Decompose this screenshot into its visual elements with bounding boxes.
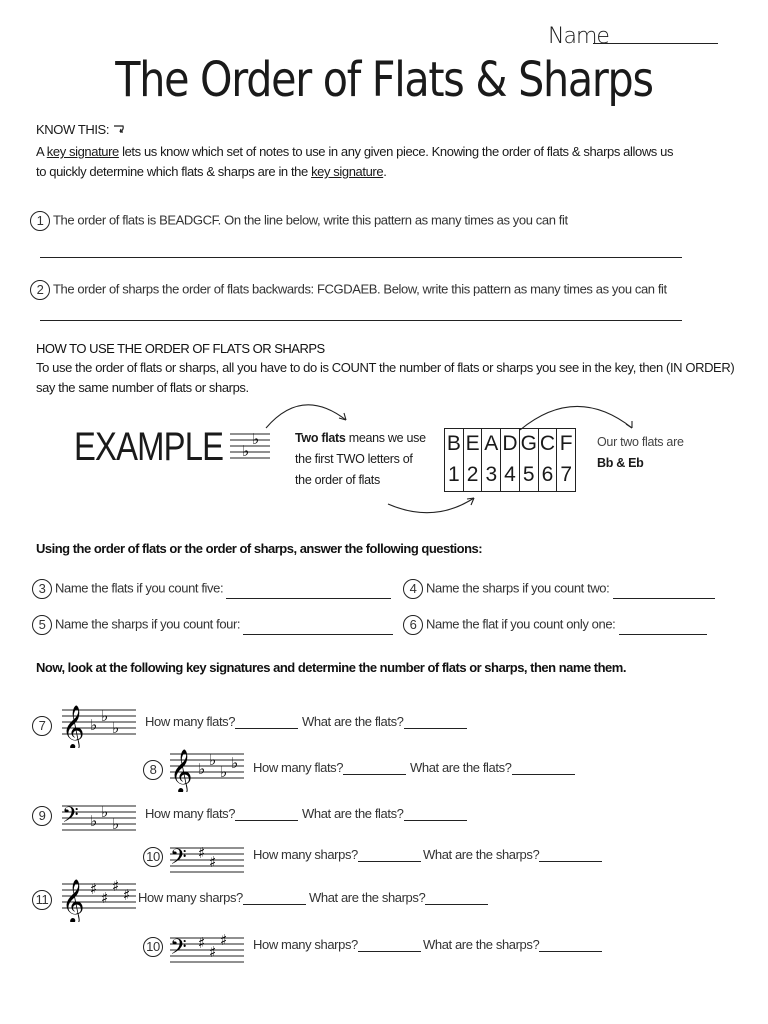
key-signature-staff: [168, 838, 246, 886]
order-of-flats-grid: [444, 428, 576, 492]
sharp-icon: ♯: [123, 886, 131, 904]
sharp-icon: ♯: [90, 880, 98, 898]
page-title: The Order of Flats & Sharps: [115, 52, 653, 108]
keysig-number: [32, 716, 55, 736]
two-flats-explanation: Two flats means we use the first TWO letters of the order of flats: [295, 431, 426, 487]
grid-number-cell: 3: [482, 460, 501, 491]
curved-arrow-icon: [112, 124, 126, 134]
keysig-number: [143, 937, 166, 957]
questions-heading: Using the order of flats or the order of sharps, answer the following questions:: [36, 541, 483, 556]
arrow-icon: [262, 396, 354, 432]
flat-icon: ♭: [90, 812, 98, 830]
bass-clef-icon: 𝄢: [62, 803, 79, 833]
keysigs-heading: Now, look at the following key signatures and determine the number of flats or sharps, then name them.: [36, 660, 626, 675]
answer-blank[interactable]: [226, 597, 391, 599]
key-signature-staff: [60, 874, 138, 922]
answer-blank[interactable]: [539, 950, 602, 952]
flat-icon: ♭: [231, 754, 239, 772]
key-signature-staff: [60, 700, 138, 748]
treble-clef-icon: 𝄞: [62, 705, 85, 748]
grid-letter-cell: C: [539, 429, 558, 460]
keysig-number: [143, 760, 166, 780]
key-signature-staff: [60, 796, 138, 844]
question-6: 6 Name the flat if you count only one:: [403, 615, 707, 635]
flat-icon: ♭: [112, 719, 120, 737]
grid-number-cell: 2: [464, 460, 483, 491]
svg-text:♭: ♭: [242, 442, 250, 460]
answer-blank[interactable]: [235, 819, 298, 821]
answer-blank[interactable]: [358, 860, 421, 862]
treble-clef-icon: 𝄞: [170, 749, 193, 792]
sharp-icon: ♯: [112, 877, 120, 895]
flat-icon: ♭: [209, 751, 217, 769]
answer-blank[interactable]: [539, 860, 602, 862]
keysig-number: [32, 890, 55, 910]
intro-text: A key signature lets us know which set of notes to use in any given piece. Knowing the order of flats & sharps allows us to quickly determine which flats & sharps are in the key signature.: [36, 144, 674, 179]
keysig-name-question: What are the sharps?: [309, 890, 488, 905]
example-answer: Our two flats are Bb & Eb: [597, 432, 684, 474]
howto-text: To use the order of flats or sharps, all you have to do is COUNT the number of flats or sharps you see in the key, then (IN ORDER) say the same number of flats or sharps.: [36, 360, 735, 395]
name-field[interactable]: [593, 43, 718, 44]
grid-letter-cell: A: [482, 429, 501, 460]
task-1-answer-line[interactable]: [40, 257, 682, 258]
key-signature-staff: [168, 744, 246, 792]
sharp-icon: ♯: [220, 931, 228, 949]
number-badge: 10: [143, 937, 163, 957]
flat-icon: ♭: [101, 707, 109, 725]
question-4: 4 Name the sharps if you count two:: [403, 579, 715, 599]
sharp-icon: ♯: [198, 934, 206, 952]
grid-letter-cell: E: [464, 429, 483, 460]
number-badge: 9: [32, 806, 52, 826]
grid-number-cell: 4: [501, 460, 520, 491]
answer-blank[interactable]: [613, 597, 715, 599]
bass-clef-icon: 𝄢: [170, 845, 187, 875]
key-signature-staff: [168, 928, 246, 976]
answer-blank[interactable]: [243, 903, 306, 905]
number-badge: 11: [32, 890, 52, 910]
number-badge: 5: [32, 615, 52, 635]
example-staff-icon: [228, 428, 272, 464]
number-badge: 4: [403, 579, 423, 599]
sharp-icon: ♯: [101, 889, 109, 907]
sharp-icon: ♯: [209, 943, 217, 961]
grid-number-cell: 7: [560, 463, 573, 486]
number-badge: 1: [30, 211, 50, 231]
grid-letter-cell: G: [520, 429, 539, 460]
keysig-count-question: How many sharps?: [138, 890, 306, 905]
flat-icon: ♭: [220, 763, 228, 781]
task-2: 2 The order of sharps the order of flats backwards: FCGDAEB. Below, write this pattern as many times as you can fit: [30, 280, 667, 300]
keysig-name-question: What are the flats?: [302, 714, 467, 729]
treble-clef-icon: 𝄞: [62, 879, 85, 922]
svg-text:♭: ♭: [252, 430, 260, 448]
key-signature-term: key signature: [311, 164, 384, 179]
sharp-icon: ♯: [209, 853, 217, 871]
number-badge: 10: [143, 847, 163, 867]
answer-blank[interactable]: [343, 773, 406, 775]
answer-blank[interactable]: [243, 633, 393, 635]
number-badge: 2: [30, 280, 50, 300]
example-label: EXAMPLE: [74, 425, 224, 469]
answer-blank[interactable]: [235, 727, 298, 729]
sharp-icon: ♯: [198, 844, 206, 862]
answer-blank[interactable]: [425, 903, 488, 905]
know-this-label: KNOW THIS:: [36, 122, 126, 137]
key-signature-term: key signature: [46, 144, 119, 159]
keysig-count-question: How many flats?: [253, 760, 406, 775]
grid-letter-cell: F: [559, 432, 573, 455]
answer-blank[interactable]: [404, 819, 467, 821]
flat-icon: ♭: [112, 815, 120, 833]
grid-letter-cell: D: [501, 429, 520, 460]
task-2-answer-line[interactable]: [40, 320, 682, 321]
number-badge: 7: [32, 716, 52, 736]
name-label: Name: [548, 24, 609, 49]
keysig-count-question: How many sharps?: [253, 937, 421, 952]
keysig-name-question: What are the sharps?: [423, 937, 602, 952]
keysig-name-question: What are the flats?: [410, 760, 575, 775]
grid-letter-cell: B: [445, 429, 464, 460]
grid-number-cell: 6: [539, 460, 558, 491]
keysig-count-question: How many flats?: [145, 806, 298, 821]
keysig-name-question: What are the flats?: [302, 806, 467, 821]
flat-icon: ♭: [198, 760, 206, 778]
number-badge: 8: [143, 760, 163, 780]
grid-number-cell: 1: [445, 460, 464, 491]
arrow-icon: [516, 396, 640, 436]
flat-icon: ♭: [101, 803, 109, 821]
keysig-number: [143, 847, 166, 867]
grid-number-cell: 5: [520, 460, 539, 491]
howto-heading: HOW TO USE THE ORDER OF FLATS OR SHARPS: [36, 341, 325, 356]
question-5: 5 Name the sharps if you count four:: [32, 615, 393, 635]
flat-icon: ♭: [90, 716, 98, 734]
answer-blank[interactable]: [619, 633, 707, 635]
keysig-name-question: What are the sharps?: [423, 847, 602, 862]
task-1: 1 The order of flats is BEADGCF. On the line below, write this pattern as many times as you can fit: [30, 211, 568, 231]
bass-clef-icon: 𝄢: [170, 935, 187, 965]
answer-blank[interactable]: [358, 950, 421, 952]
question-3: 3 Name the flats if you count five:: [32, 579, 391, 599]
keysig-count-question: How many sharps?: [253, 847, 421, 862]
keysig-count-question: How many flats?: [145, 714, 298, 729]
number-badge: 3: [32, 579, 52, 599]
example-answer-value: Bb & Eb: [597, 456, 644, 470]
number-badge: 6: [403, 615, 423, 635]
answer-blank[interactable]: [404, 727, 467, 729]
keysig-number: [32, 806, 55, 826]
answer-blank[interactable]: [512, 773, 575, 775]
